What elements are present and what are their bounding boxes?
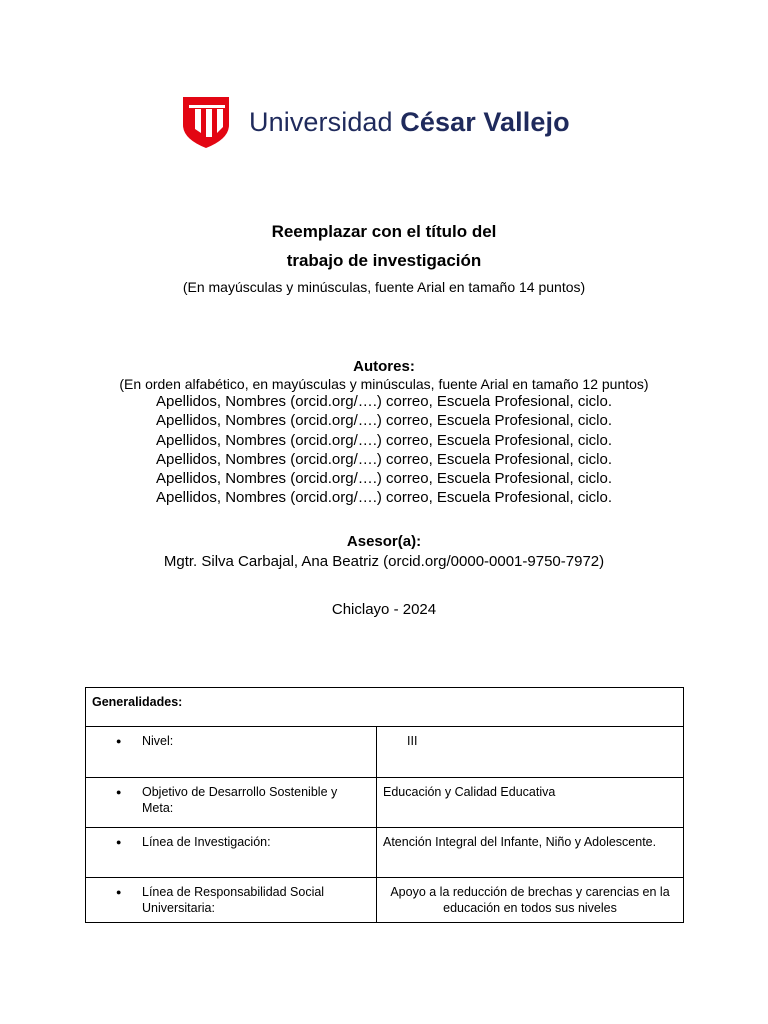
authors-heading: Autores: [353,358,415,375]
row-value: Educación y Calidad Educativa [377,778,684,828]
place-date: Chiclayo - 2024 [331,601,437,618]
bullet-icon: ● [116,736,122,746]
row-label: Línea de Investigación: [142,835,271,849]
title-line-2: trabajo de investigación [286,251,482,270]
row-label: Objetivo de Desarrollo Sostenible y Meta: [142,785,338,815]
row-value: Apoyo a la reducción de brechas y carencias en la educación en todos sus niveles [377,878,684,923]
title-block [0,217,768,296]
row-label: Línea de Responsabilidad Social Universitaria: [142,885,325,915]
advisor-heading: Asesor(a): [346,533,422,550]
authors-note: (En orden alfabético, en mayúsculas y minúsculas, fuente Arial en tamaño 12 puntos) [119,376,649,392]
university-logo [181,95,570,149]
university-shield-icon [181,95,231,149]
general-info-table [85,687,684,923]
university-name-regular: Universidad [249,106,393,137]
row-label: Nivel: [142,734,174,748]
bullet-icon: ● [116,887,122,897]
university-name [249,107,570,138]
university-name-bold: César Vallejo [400,106,570,137]
title-line-1: Reemplazar con el título del [271,222,497,241]
author-line: Apellidos, Nombres (orcid.org/….) correo, Escuela Profesional, ciclo. [155,393,612,410]
title-note: (En mayúsculas y minúsculas, fuente Arial en tamaño 14 puntos) [182,279,586,295]
table-row [86,727,684,778]
author-line: Apellidos, Nombres (orcid.org/….) correo, Escuela Profesional, ciclo. [155,450,612,468]
row-value: III [377,727,684,778]
author-line: Apellidos, Nombres (orcid.org/….) correo, Escuela Profesional, ciclo. [155,412,612,430]
authors-block [0,358,768,508]
row-value: Atención Integral del Infante, Niño y Adolescente. [377,828,684,878]
table-row [86,778,684,828]
table-row [86,878,684,923]
advisor-name: Mgtr. Silva Carbajal, Ana Beatriz (orcid.org/0000-0001-9750-7972) [163,553,605,570]
author-line: Apellidos, Nombres (orcid.org/….) correo, Escuela Profesional, ciclo. [155,470,612,488]
bullet-icon: ● [116,837,122,847]
author-line: Apellidos, Nombres (orcid.org/….) correo, Escuela Profesional, ciclo. [155,431,612,449]
table-row [86,828,684,878]
advisor-block [0,532,768,572]
bullet-icon: ● [116,787,122,797]
general-heading: Generalidades: [86,688,684,727]
author-line: Apellidos, Nombres (orcid.org/….) correo, Escuela Profesional, ciclo. [155,489,612,507]
